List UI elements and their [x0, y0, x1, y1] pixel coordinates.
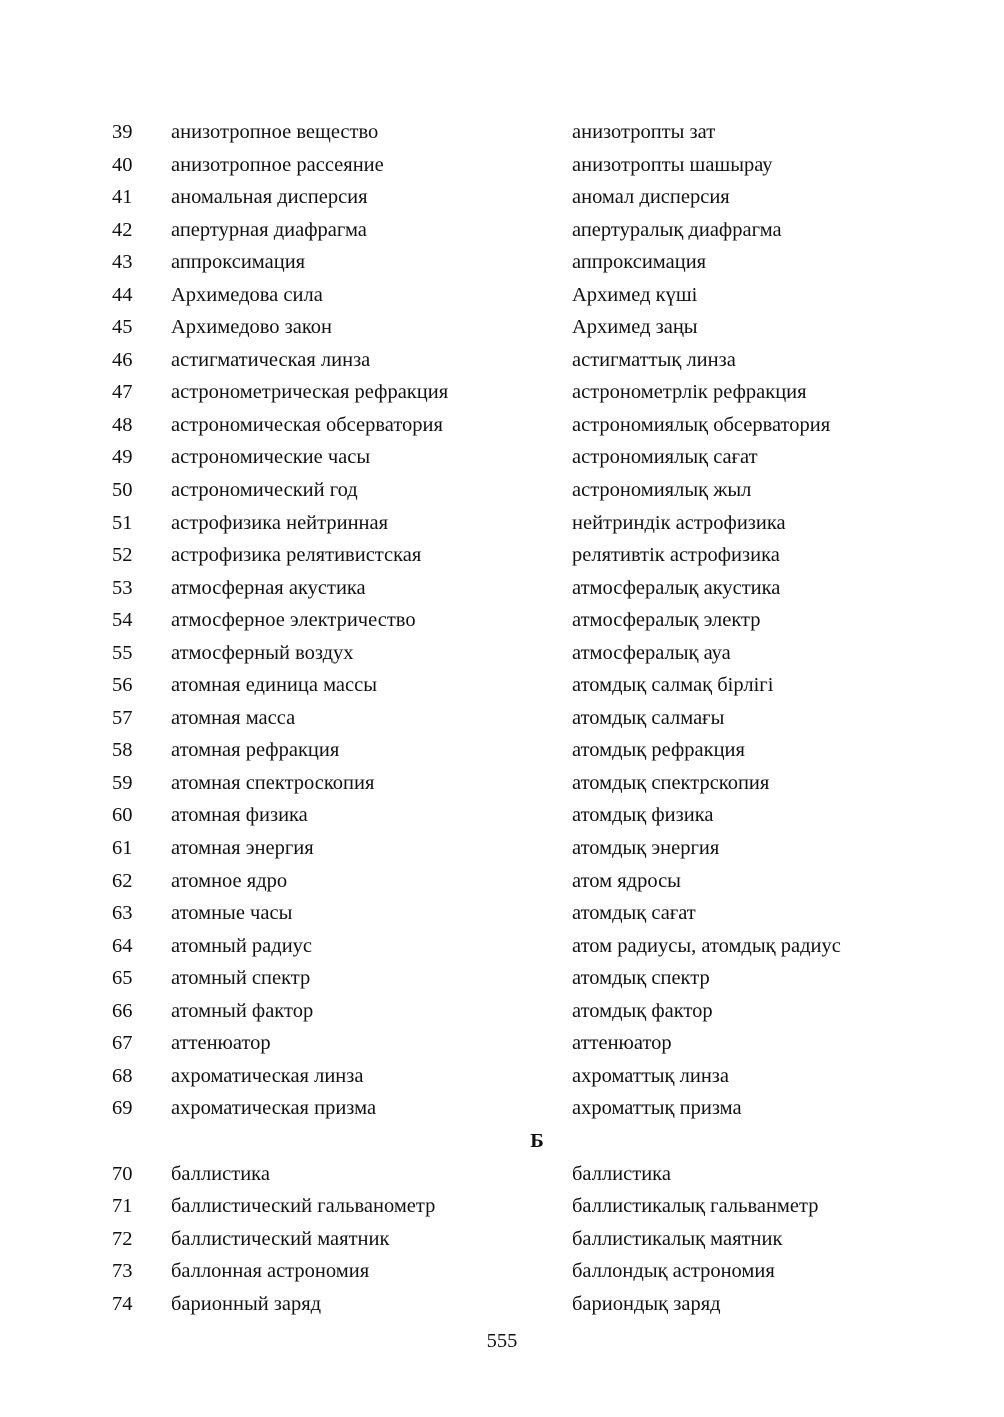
glossary-row — [0, 116, 1004, 149]
entry-number: 56 — [112, 674, 133, 697]
term-kazakh: астрономиялық обсерватория — [572, 413, 831, 436]
entry-number: 48 — [112, 413, 133, 436]
term-kazakh: баллондық астрономия — [572, 1260, 775, 1283]
entry-number: 68 — [112, 1064, 133, 1087]
glossary-row — [0, 734, 1004, 767]
term-kazakh: аттенюатор — [572, 1032, 672, 1055]
term-russian: атомная физика — [171, 804, 308, 827]
entry-number: 45 — [112, 316, 133, 339]
term-russian: астронометрическая рефракция — [171, 381, 449, 404]
glossary-row — [0, 441, 1004, 474]
entry-number: 50 — [112, 479, 133, 502]
entry-number: 46 — [112, 348, 133, 371]
term-russian: аппроксимация — [171, 251, 306, 274]
glossary-row — [0, 962, 1004, 995]
glossary-table — [0, 116, 1004, 1320]
section-letter: Б — [530, 1129, 544, 1152]
term-russian: атомное ядро — [171, 869, 288, 892]
glossary-row — [0, 799, 1004, 832]
term-russian: атомные часы — [171, 902, 293, 925]
term-kazakh: атом ядросы — [572, 869, 681, 892]
term-kazakh: релятивтік астрофизика — [572, 544, 780, 567]
term-russian: ахроматическая призма — [171, 1097, 377, 1120]
entry-number: 59 — [112, 771, 133, 794]
glossary-row — [0, 832, 1004, 865]
entry-number: 55 — [112, 641, 133, 664]
term-kazakh: апертуралық диафрагма — [572, 218, 782, 241]
term-kazakh: атомдық сағат — [572, 902, 696, 925]
glossary-row — [0, 214, 1004, 247]
term-kazakh: атомдық спектрскопия — [572, 771, 770, 794]
term-kazakh: астигматтық линза — [572, 348, 736, 371]
entry-number: 54 — [112, 609, 133, 632]
glossary-row — [0, 344, 1004, 377]
term-russian: атомный фактор — [171, 999, 314, 1022]
glossary-row — [0, 1060, 1004, 1093]
term-russian: анизотропное рассеяние — [171, 153, 384, 176]
entry-number: 60 — [112, 804, 133, 827]
term-kazakh: ахроматтық призма — [572, 1097, 742, 1120]
term-russian: атмосферный воздух — [171, 641, 354, 664]
term-russian: Архимедово закон — [171, 316, 333, 339]
glossary-row — [0, 539, 1004, 572]
glossary-group-b — [0, 1158, 1004, 1321]
glossary-row — [0, 1158, 1004, 1191]
term-kazakh: аппроксимация — [572, 251, 707, 274]
entry-number: 58 — [112, 739, 133, 762]
term-russian: астрофизика релятивистская — [171, 544, 422, 567]
term-russian: ахроматическая линза — [171, 1064, 364, 1087]
entry-number: 52 — [112, 544, 133, 567]
entry-number: 62 — [112, 869, 133, 892]
glossary-row — [0, 1288, 1004, 1321]
term-russian: анизотропное вещество — [171, 121, 379, 143]
term-russian: астрономический год — [171, 479, 358, 502]
term-kazakh: нейтриндік астрофизика — [572, 511, 786, 534]
term-kazakh: атомдық фактор — [572, 999, 713, 1022]
term-russian: атомный спектр — [171, 967, 311, 990]
term-russian: апертурная диафрагма — [171, 218, 367, 241]
glossary-row — [0, 572, 1004, 605]
term-russian: баллистика — [171, 1162, 270, 1185]
entry-number: 42 — [112, 218, 133, 241]
entry-number: 51 — [112, 511, 133, 534]
glossary-row — [0, 995, 1004, 1028]
term-russian: аномальная дисперсия — [171, 186, 368, 209]
glossary-row — [0, 246, 1004, 279]
term-kazakh: атомдық спектр — [572, 967, 710, 990]
term-kazakh: атомдық рефракция — [572, 739, 745, 762]
term-russian: астрономическая обсерватория — [171, 413, 443, 436]
term-kazakh: атомдық энергия — [572, 837, 720, 860]
glossary-row — [0, 311, 1004, 344]
term-kazakh: атомдық физика — [572, 804, 714, 827]
entry-number: 69 — [112, 1097, 133, 1120]
term-kazakh: атом радиусы, атомдық радиус — [572, 934, 841, 957]
term-russian: баллистический гальванометр — [171, 1195, 436, 1218]
term-russian: атмосферное электричество — [171, 609, 416, 632]
glossary-row — [0, 409, 1004, 442]
term-russian: атомная энергия — [171, 837, 314, 860]
glossary-row — [0, 279, 1004, 312]
term-kazakh: Архимед күші — [572, 283, 698, 306]
glossary-row — [0, 1255, 1004, 1288]
glossary-group-a — [0, 116, 1004, 1125]
term-russian: баллистический маятник — [171, 1227, 390, 1250]
glossary-row — [0, 702, 1004, 735]
term-kazakh: баллистика — [572, 1162, 671, 1185]
term-kazakh: Архимед заңы — [572, 316, 698, 339]
term-kazakh: атомдық салмақ бірлігі — [572, 674, 774, 697]
entry-number: 57 — [112, 706, 133, 729]
entry-number: 67 — [112, 1032, 133, 1055]
term-russian: барионный заряд — [171, 1292, 322, 1315]
entry-number: 44 — [112, 283, 133, 306]
glossary-row — [0, 376, 1004, 409]
entry-number: 53 — [112, 576, 133, 599]
entry-number: 41 — [112, 186, 133, 209]
glossary-row — [0, 1190, 1004, 1223]
page-number: 555 — [486, 1330, 518, 1352]
term-kazakh: анизотропты зат — [572, 121, 716, 143]
glossary-row — [0, 930, 1004, 963]
term-russian: астрономические часы — [171, 446, 371, 469]
term-kazakh: баллистикалық гальванметр — [572, 1195, 819, 1218]
term-russian: астрофизика нейтринная — [171, 511, 389, 534]
entry-number: 71 — [112, 1195, 133, 1218]
term-russian: аттенюатор — [171, 1032, 271, 1055]
entry-number: 74 — [112, 1292, 133, 1315]
entry-number: 47 — [112, 381, 133, 404]
term-russian: астигматическая линза — [171, 348, 371, 371]
entry-number: 65 — [112, 967, 133, 990]
glossary-row — [0, 767, 1004, 800]
term-russian: атомная рефракция — [171, 739, 340, 762]
entry-number: 73 — [112, 1260, 133, 1283]
glossary-row — [0, 181, 1004, 214]
glossary-row — [0, 474, 1004, 507]
glossary-row — [0, 637, 1004, 670]
term-kazakh: атмосфералық ауа — [572, 641, 731, 664]
term-russian: атмосферная акустика — [171, 576, 366, 599]
entry-number: 40 — [112, 153, 133, 176]
term-kazakh: бариондық заряд — [572, 1292, 721, 1315]
term-kazakh: ахроматтық линза — [572, 1064, 730, 1087]
entry-number: 63 — [112, 902, 133, 925]
glossary-row — [0, 149, 1004, 182]
glossary-row — [0, 507, 1004, 540]
glossary-row — [0, 669, 1004, 702]
term-russian: атомный радиус — [171, 934, 313, 957]
term-kazakh: атмосфералық электр — [572, 609, 761, 632]
term-kazakh: атомдық салмағы — [572, 706, 725, 729]
term-kazakh: астронометрлік рефракция — [572, 381, 807, 404]
term-kazakh: астрономиялық жыл — [572, 479, 752, 502]
entry-number: 43 — [112, 251, 133, 274]
term-kazakh: атмосфералық акустика — [572, 576, 781, 599]
entry-number: 61 — [112, 837, 133, 860]
entry-number: 64 — [112, 934, 133, 957]
entry-number: 66 — [112, 999, 133, 1022]
entry-number: 70 — [112, 1162, 133, 1185]
glossary-row — [0, 1027, 1004, 1060]
glossary-row — [0, 865, 1004, 898]
entry-number: 49 — [112, 446, 133, 469]
term-kazakh: анизотропты шашырау — [572, 153, 773, 176]
glossary-row — [0, 604, 1004, 637]
glossary-row — [0, 1223, 1004, 1256]
term-russian: атомная спектроскопия — [171, 771, 375, 794]
term-kazakh: баллистикалық маятник — [572, 1227, 783, 1250]
term-kazakh: астрономиялық сағат — [572, 446, 758, 469]
glossary-row — [0, 897, 1004, 930]
term-russian: атомная единица массы — [171, 674, 377, 697]
term-kazakh: аномал дисперсия — [572, 186, 730, 209]
term-russian: атомная масса — [171, 706, 296, 729]
entry-number: 39 — [112, 121, 133, 143]
term-russian: баллонная астрономия — [171, 1260, 370, 1283]
entry-number: 72 — [112, 1227, 133, 1250]
glossary-row — [0, 1092, 1004, 1125]
term-russian: Архимедова сила — [171, 283, 323, 306]
